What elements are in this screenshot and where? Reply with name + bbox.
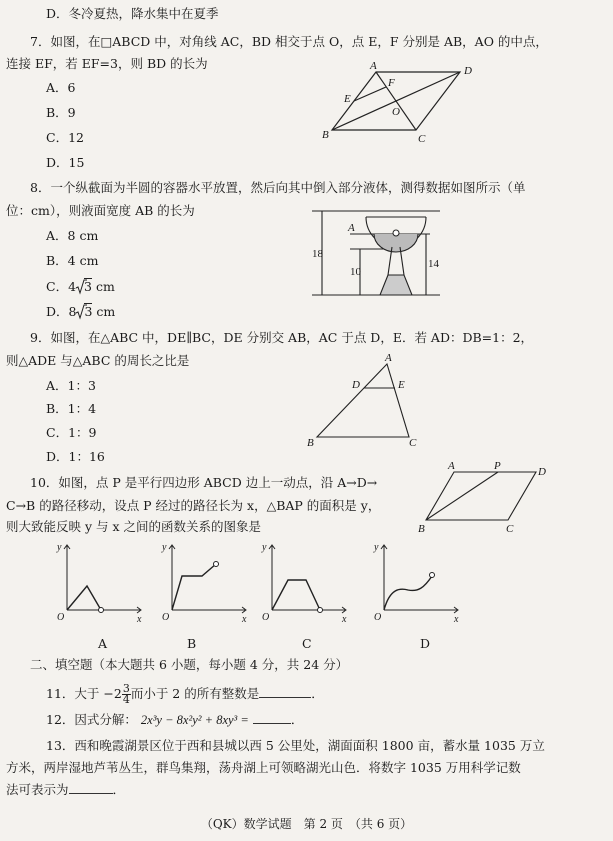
q9-stem-line2: 则△ADE 与△ABC 的周长之比是 <box>6 353 190 368</box>
q8-stem-line1: 8．一个纵截面为半圆的容器水平放置，然后向其中倒入部分液体，测得数据如图所示（单 <box>30 180 526 195</box>
svg-text:y: y <box>57 542 62 553</box>
fig9-label-a: A <box>385 352 392 364</box>
fig7-label-o: O <box>392 106 400 118</box>
fig10-label-b: B <box>418 523 425 535</box>
svg-text:y: y <box>262 542 267 553</box>
q9-triangle-figure <box>305 352 435 452</box>
q11-answer-blank[interactable] <box>259 686 311 698</box>
sqrt-sign <box>76 305 86 319</box>
svg-text:O: O <box>374 612 382 623</box>
page-footer: （QK）数学试题 第 2 页 （共 6 页） <box>200 817 413 831</box>
q8-option-c: C．4 3 cm <box>46 279 115 294</box>
q13-stem-line3: 法可表示为 ． <box>6 782 126 797</box>
q11-stem: 11．大于 −2 $\frac{3}{4}$ 而小于 2 的所有整数是 ． <box>46 682 324 706</box>
sqrt-sign <box>76 280 86 294</box>
fig7-label-f: F <box>388 77 395 89</box>
fig8-label-14: 14 <box>428 258 439 270</box>
q9-option-d: D．1：16 <box>46 449 105 464</box>
q10-stem-line1: 10．如图，点 P 是平行四边形 ABCD 边上一动点，沿 A→D→ <box>30 475 378 490</box>
q9-option-b: B．1：4 <box>46 401 97 416</box>
q10-stem-line2: C→B 的路径移动，设点 P 经过的路径长为 x，△BAP 的面积是 y， <box>6 498 381 513</box>
choice-label-b: B <box>187 636 197 651</box>
svg-text:O: O <box>262 612 270 623</box>
fig10-label-p: P <box>494 460 501 472</box>
fig7-label-c: C <box>418 133 426 145</box>
fig8-label-18: 18 <box>312 248 323 260</box>
q10-graph-a <box>55 540 145 625</box>
choice-label-c: C <box>302 636 312 651</box>
fig7-label-e: E <box>344 93 351 105</box>
q12-answer-blank[interactable] <box>253 712 291 724</box>
q10-parallelogram-figure <box>418 460 553 535</box>
fig8-label-a: A <box>348 222 355 234</box>
q7-option-a: A．6 <box>46 80 76 95</box>
svg-text:O: O <box>57 612 65 623</box>
q10-graph-c <box>260 540 350 625</box>
choice-label-d: D <box>420 636 431 651</box>
q10-graph-d <box>372 540 462 625</box>
section-2-heading: 二、填空题（本大题共 6 小题，每小题 4 分，共 24 分） <box>30 657 349 672</box>
q10-graph-b <box>160 540 250 625</box>
q10-stem-line3: 则大致能反映 y 与 x 之间的函数关系的图象是 <box>6 519 262 534</box>
svg-text:x: x <box>342 614 347 625</box>
q9-option-a: A．1：3 <box>46 378 96 393</box>
fig9-label-e: E <box>398 379 405 391</box>
svg-text:x: x <box>137 614 142 625</box>
fig10-label-a: A <box>448 460 455 472</box>
choice-label-a: A <box>98 636 108 651</box>
q7-parallelogram-figure <box>320 60 480 150</box>
svg-text:O: O <box>162 612 170 623</box>
q7-option-d: D．15 <box>46 155 85 170</box>
fig9-label-d: D <box>352 379 360 391</box>
q7-stem-line2: 连接 EF，若 EF=3，则 BD 的长为 <box>6 56 208 71</box>
q8-option-d: D．8 3 cm <box>46 304 116 319</box>
q8-stem-line2: 位：cm），则液面宽度 AB 的长为 <box>6 203 195 218</box>
fig9-label-c: C <box>409 437 417 449</box>
svg-text:x: x <box>454 614 459 625</box>
q13-answer-blank[interactable] <box>69 782 113 794</box>
fig9-label-b: B <box>307 437 314 449</box>
fig7-label-d: D <box>464 65 472 77</box>
q12-stem: 12．因式分解： 2x³y − 8x²y² + 8xy³ = ． <box>46 712 304 727</box>
q8-option-b: B．4 cm <box>46 253 99 268</box>
q6-option-d: D．冬冷夏热，降水集中在夏季 <box>46 6 219 21</box>
q8-container-figure <box>300 205 450 300</box>
q8-option-a: A．8 cm <box>46 228 99 243</box>
q7-stem-line1: 7．如图，在□ABCD 中，对角线 AC，BD 相交于点 O，点 E，F 分别是 AB，AO 的中点， <box>30 34 548 49</box>
fig10-label-d: D <box>538 466 546 478</box>
svg-text:x: x <box>242 614 247 625</box>
q9-option-c: C．1：9 <box>46 425 97 440</box>
svg-text:y: y <box>374 542 379 553</box>
svg-text:y: y <box>162 542 167 553</box>
q9-stem-line1: 9．如图，在△ABC 中，DE∥BC，DE 分别交 AB，AC 于点 D，E．若 AD：DB=1：2， <box>30 330 534 345</box>
fig8-label-10: 10 <box>350 266 361 278</box>
q11-fraction: $\frac{3}{4}$ <box>122 682 130 706</box>
q13-stem-line2: 方米，两岸湿地芦苇丛生，群鸟集翔，荡舟湖上可领略湖光山色．将数字 1035 万用科学记数 <box>6 760 521 775</box>
fig10-label-c: C <box>506 523 514 535</box>
q7-option-c: C．12 <box>46 130 84 145</box>
q7-option-b: B．9 <box>46 105 76 120</box>
fig7-label-b: B <box>322 129 329 141</box>
q13-stem-line1: 13．西和晚霞湖景区位于西和县城以西 5 公里处，湖面面积 1800 亩，蓄水量 1035 万立 <box>46 738 545 753</box>
fig7-label-a: A <box>370 60 377 72</box>
